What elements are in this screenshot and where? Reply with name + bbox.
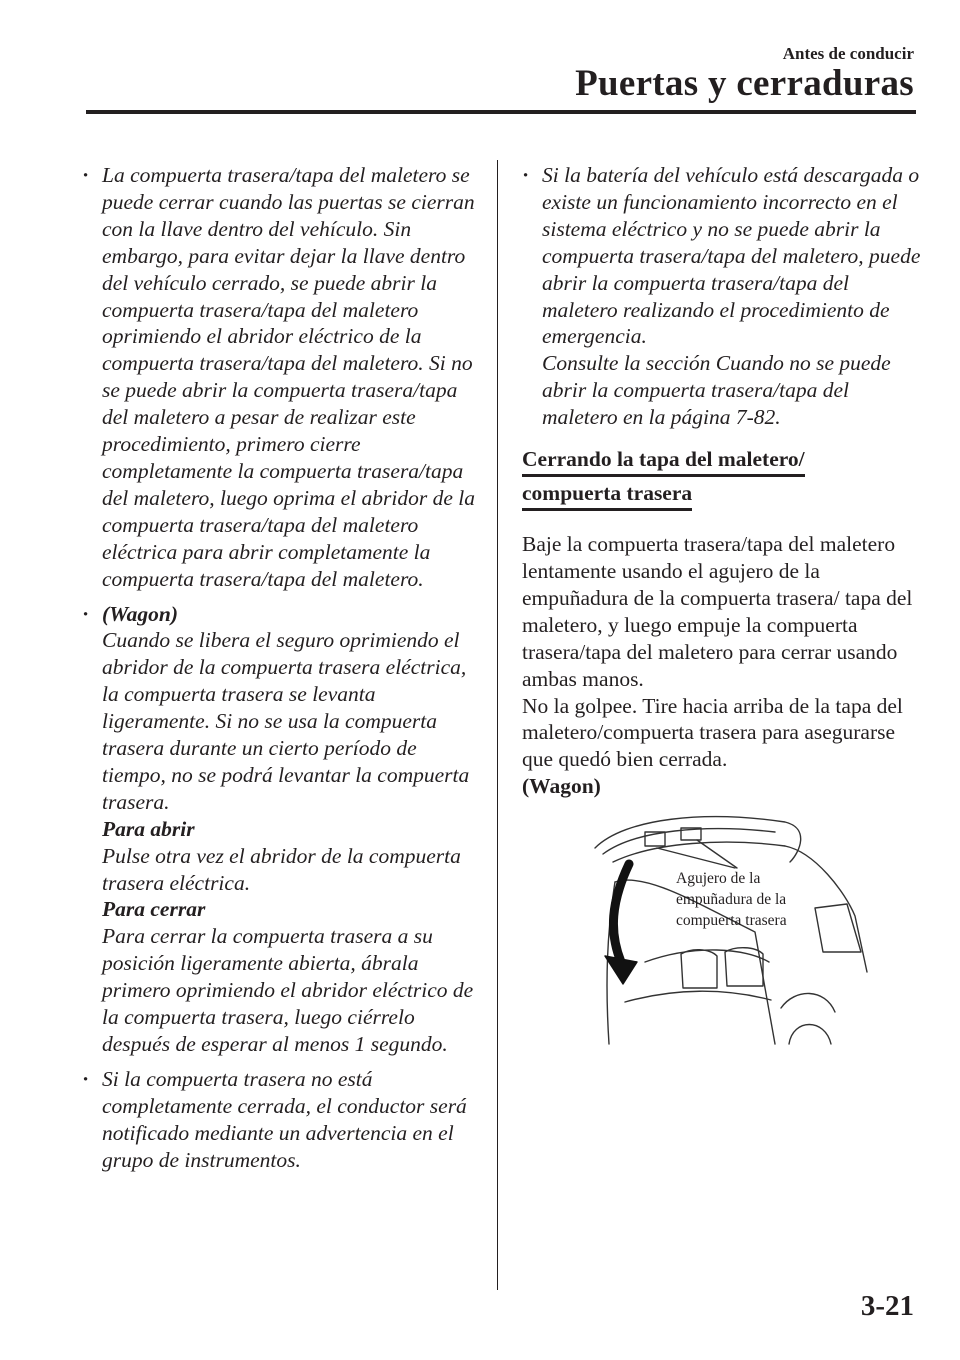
cargo-cover <box>645 950 769 962</box>
tailgate-inner <box>603 829 775 854</box>
direction-arrow <box>613 864 629 962</box>
bullet-text: La compuerta trasera/tapa del maletero se puede cerrar cuando las puertas se cierran con la llave dentro del vehículo. Sin embargo, para evitar dejar la llave dentro del vehículo cerrado, se puede abrir la compuerta trasera/tapa del maletero oprimiendo el abridor eléctrico de la compuerta trasera/tapa del maletero. Si no se puede abrir la compuerta trasera/tapa del maletero a pesar de realizar este procedimiento, primero cierre completamente la compuerta trasera/tapa del maletero, luego oprima el abridor de la compuerta trasera/tapa del maletero eléctrica para abrir completamente la compuerta trasera/tapa del maletero. <box>102 163 476 591</box>
body-roof <box>785 846 867 972</box>
bullet-symbol: · <box>82 163 90 187</box>
wheel <box>789 1025 831 1045</box>
left-column <box>82 162 482 1182</box>
right-column <box>522 162 922 822</box>
section-heading-line2: compuerta trasera <box>522 479 692 511</box>
list-item <box>522 162 922 431</box>
callout-line: empuñadura de la <box>676 891 787 908</box>
figure-callout <box>676 868 787 931</box>
tailgate-illustration <box>585 812 870 1050</box>
running-header-section: Antes de conducir <box>782 44 914 63</box>
bullet-symbol: · <box>522 163 530 187</box>
section-heading <box>522 445 922 513</box>
callout-line: Agujero de la <box>676 870 761 887</box>
bullet-text: Cuando se libera el seguro oprimiendo el abridor de la compuerta trasera eléctrica, la compuerta trasera se levanta ligeramente. Si no se usa la compuerta trasera durante un cierto período de tiempo, no se podrá levantar la compuerta trasera. <box>102 628 470 814</box>
sub-heading-close: Para cerrar <box>102 897 206 922</box>
running-header-title: Puertas y cerraduras <box>575 63 914 104</box>
list-item <box>82 162 482 593</box>
bullet-text: Si la compuerta trasera no está completamente cerrada, el conductor será notificado mediante un advertencia en el grupo de instrumentos. <box>102 1066 467 1172</box>
column-divider <box>497 160 498 1290</box>
seatback-2 <box>681 950 717 988</box>
variant-label: (Wagon) <box>522 774 601 799</box>
bullet-text: Si la batería del vehículo está descargada o existe un funcionamiento incorrecto en el sistema eléctrico y no se puede abrir la compuerta trasera/tapa del maletero, puede abrir la compuerta trasera/tapa del maletero realizando el procedimiento de emergencia. <box>542 163 921 349</box>
section-heading-line1: Cerrando la tapa del maletero/ <box>522 445 805 477</box>
body-paragraph: Baje la compuerta trasera/tapa del maletero lentamente usando el agujero de la empuñadura de la compuerta trasera/ tapa del maletero, y luego empuje la compuerta trasera/tapa del maletero para cerrar usando ambas manos. <box>522 532 913 691</box>
list-item <box>82 1066 482 1174</box>
bullet-symbol: · <box>82 601 90 626</box>
open-text: Pulse otra vez el abridor de la compuerta trasera eléctrica. <box>102 843 461 895</box>
direction-arrow-head <box>605 956 637 984</box>
sub-heading-open: Para abrir <box>102 816 195 841</box>
list-item <box>82 601 482 1058</box>
header-rule <box>86 110 916 114</box>
cross-reference: Consulte la sección Cuando no se puede abrir la compuerta trasera/tapa del maletero en la página 7-82. <box>542 351 891 430</box>
cargo-floor <box>625 991 771 1002</box>
wheel-arch <box>781 993 835 1012</box>
rear-window <box>815 904 861 952</box>
bullet-symbol: · <box>82 1066 90 1091</box>
body-paragraph: No la golpee. Tire hacia arriba de la tapa del maletero/compuerta trasera para asegurarse que quedó bien cerrada. <box>522 693 903 772</box>
page-number: 3-21 <box>860 1290 914 1322</box>
bullet-heading: (Wagon) <box>102 601 179 626</box>
close-text: Para cerrar la compuerta trasera a su posición ligeramente abierta, ábrala primero oprimiendo el abridor eléctrico de la compuerta trasera, luego ciérrelo después de esperar al menos 1 segundo. <box>102 924 474 1056</box>
callout-line: compuerta trasera <box>676 912 787 929</box>
